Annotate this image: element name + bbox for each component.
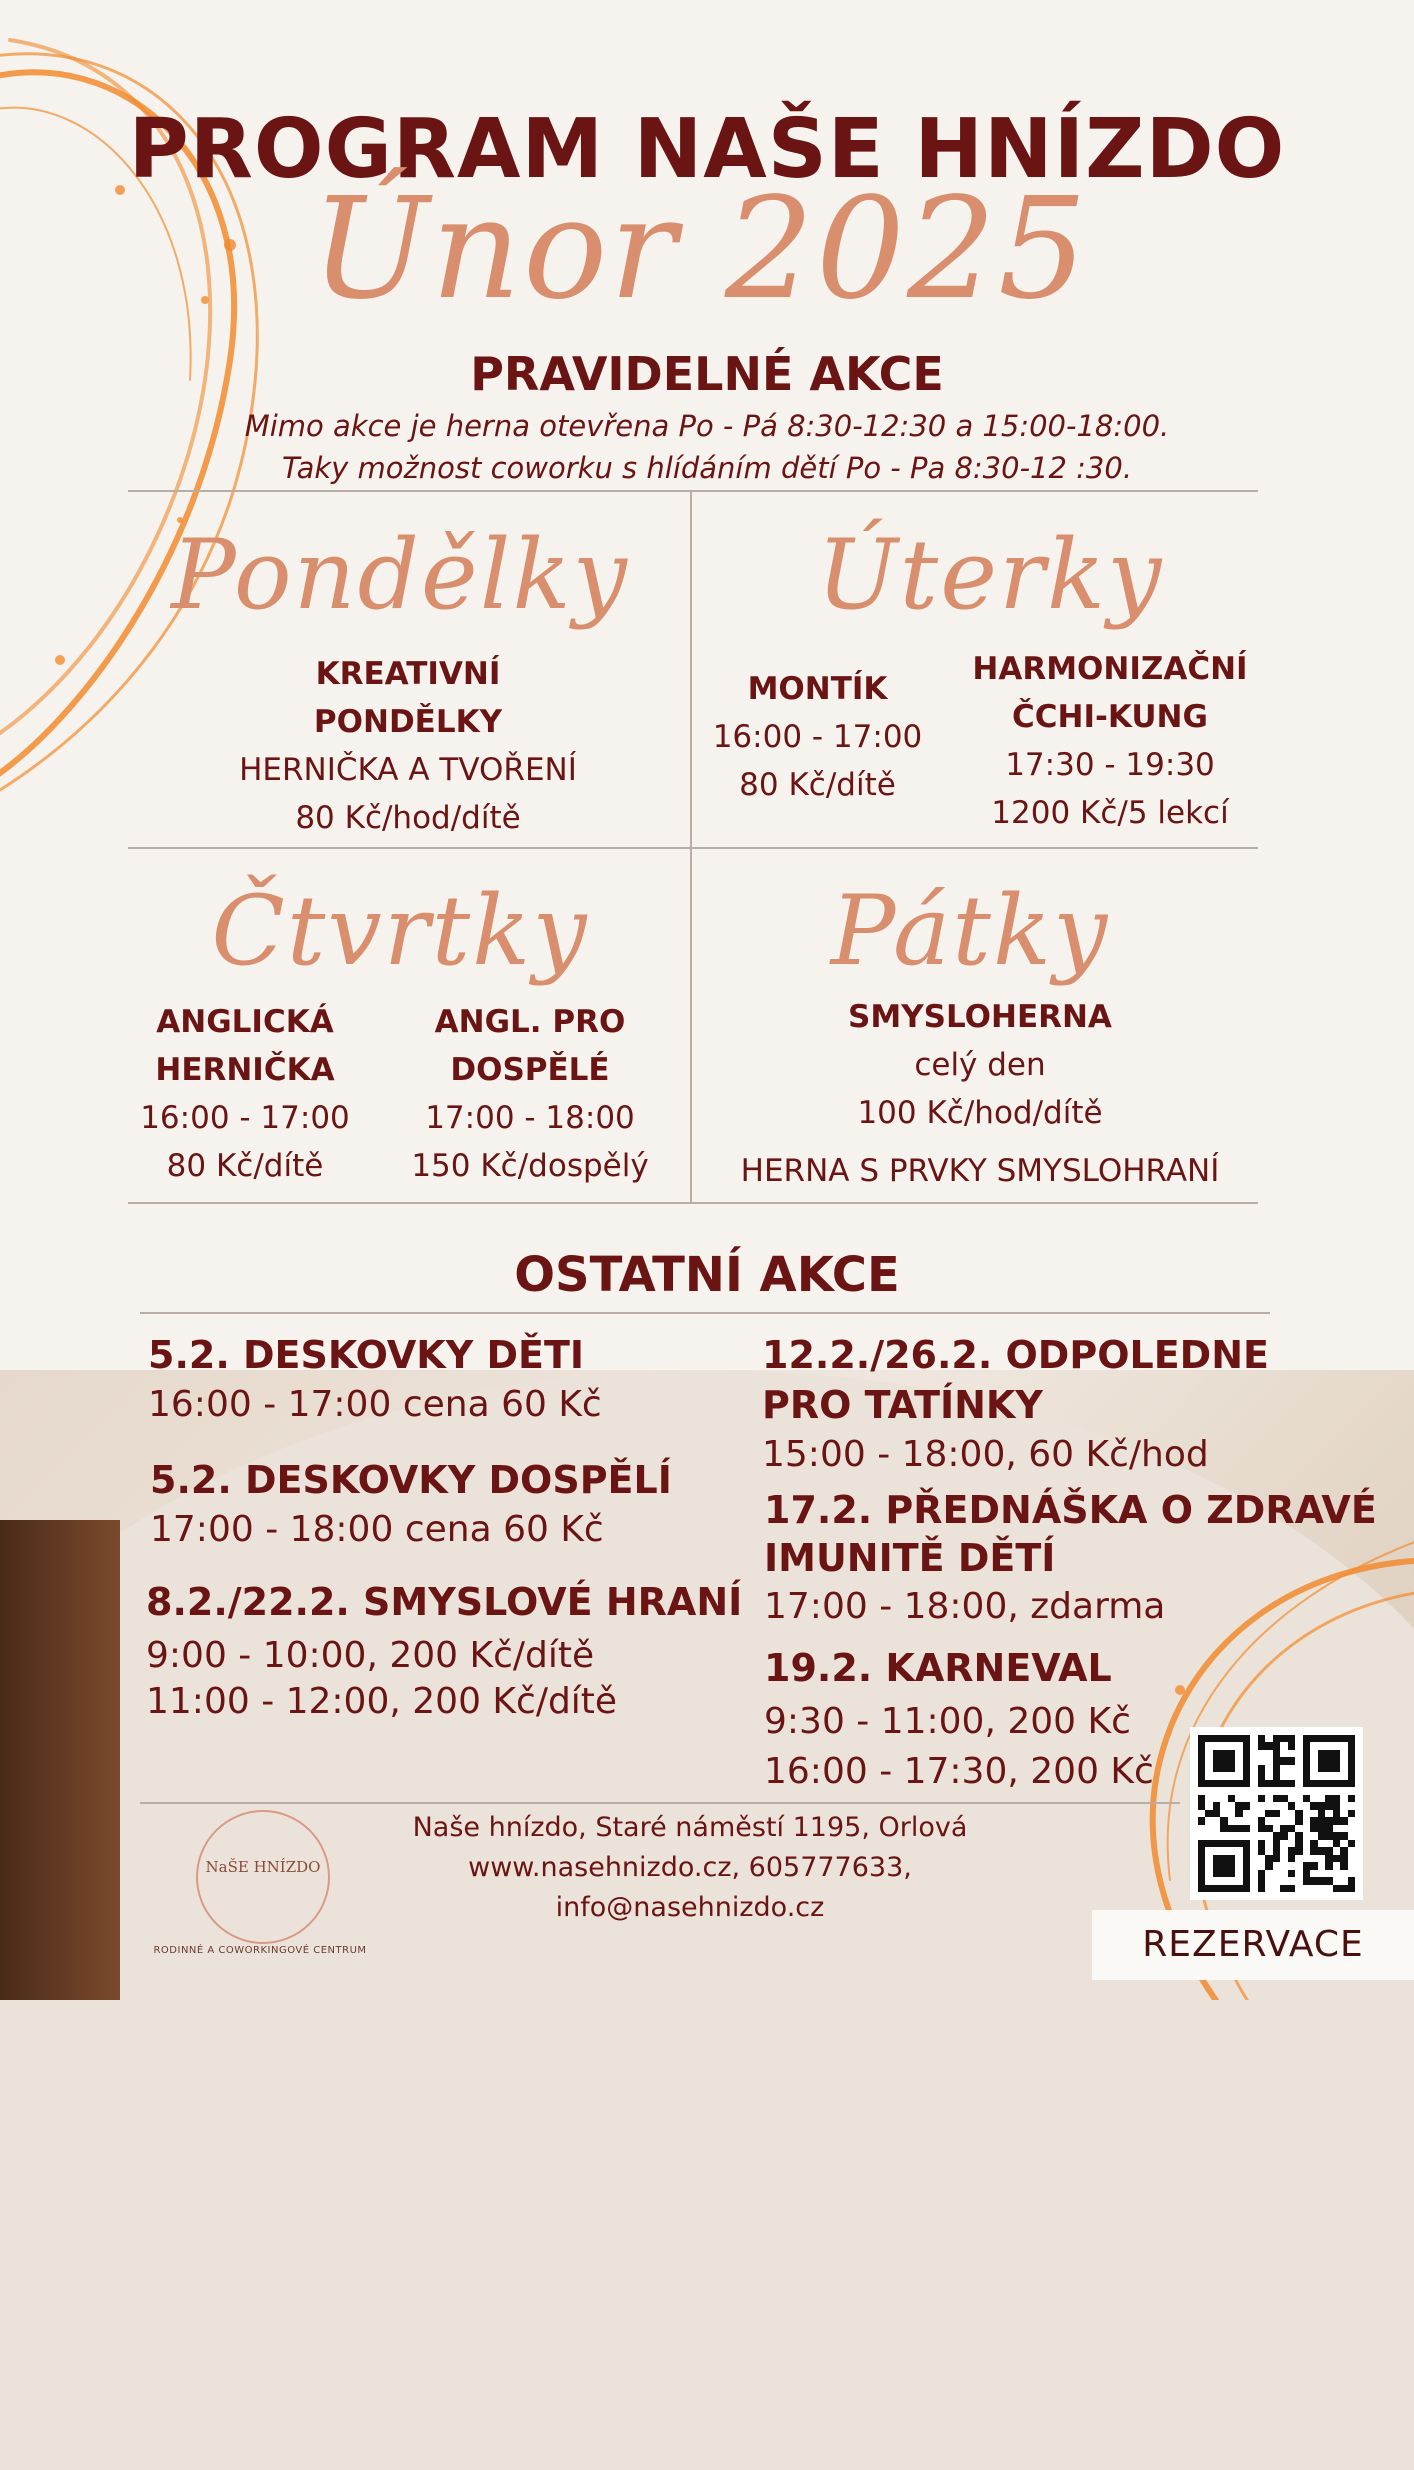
event-3-text-2: 11:00 - 12:00, 200 Kč/dítě	[146, 1681, 618, 1722]
friday-block	[700, 993, 1260, 1195]
divider-top	[128, 490, 1258, 492]
tuesday-a-time: 16:00 - 17:00	[712, 719, 923, 755]
thursday-a-title-2: HERNIČKA	[155, 1052, 335, 1088]
regular-events-heading: PRAVIDELNÉ AKCE	[470, 347, 944, 401]
monday-block	[128, 650, 688, 842]
day-name-tuesday: Úterky	[816, 519, 1164, 631]
monday-price: 80 Kč/hod/dítě	[295, 800, 521, 836]
address-text: Naše hnízdo, Staré náměstí 1195, Orlová	[412, 1812, 968, 1843]
divider-vertical	[690, 492, 692, 1202]
logo-text: NaŠE HNÍZDO	[205, 1858, 321, 1876]
event-5-title-1: 17.2. PŘEDNÁŠKA O ZDRAVÉ	[764, 1488, 1377, 1532]
friday-title: SMYSLOHERNA	[848, 999, 1112, 1035]
thursday-a-price: 80 Kč/dítě	[166, 1148, 324, 1184]
monday-line-1: HERNIČKA A TVOŘENÍ	[239, 752, 577, 788]
thursday-block-english-kids	[120, 998, 370, 1190]
event-4-title-1: 12.2./26.2. ODPOLEDNE	[762, 1333, 1269, 1377]
event-sensory-play	[146, 1577, 766, 1727]
event-6-text-2: 16:00 - 17:30, 200 Kč	[764, 1751, 1154, 1792]
thursday-b-price: 150 Kč/dospělý	[411, 1148, 649, 1184]
qr-code-pattern	[1198, 1735, 1355, 1892]
other-events-heading: OSTATNÍ AKCE	[514, 1247, 900, 1303]
divider-footer	[140, 1802, 1180, 1804]
event-board-games-kids	[148, 1330, 748, 1430]
monday-title-1: KREATIVNÍ	[315, 656, 501, 692]
event-5-text: 17:00 - 18:00, zdarma	[764, 1586, 1166, 1627]
friday-line-3: HERNA S PRVKY SMYSLOHRANÍ	[740, 1153, 1220, 1189]
day-name-thursday: Čtvrtky	[211, 875, 589, 987]
tuesday-block-montik	[700, 665, 935, 809]
divider-middle	[128, 847, 1258, 849]
event-5-title-2: IMUNITĚ DĚTÍ	[764, 1536, 1056, 1580]
day-name-monday: Pondělky	[171, 519, 629, 631]
friday-price: 100 Kč/hod/dítě	[857, 1095, 1103, 1131]
event-board-games-adults	[150, 1455, 750, 1555]
divider-other	[140, 1312, 1270, 1314]
day-name-friday: Pátky	[830, 875, 1110, 987]
event-1-text: 16:00 - 17:00 cena 60 Kč	[148, 1384, 602, 1425]
tuesday-b-title-2: ČCHI-KUNG	[1012, 699, 1208, 735]
event-immunity-lecture	[764, 1486, 1404, 1632]
friday-line-1: celý den	[914, 1047, 1046, 1083]
tuesday-a-price: 80 Kč/dítě	[739, 767, 896, 803]
opening-hours-note: Mimo akce je herna otevřena Po - Pá 8:30-12:30 a 15:00-18:00.	[244, 409, 1170, 443]
divider-bottom	[128, 1202, 1258, 1204]
logo-circle	[196, 1810, 330, 1944]
event-dads-afternoon	[762, 1330, 1402, 1480]
thursday-block-english-adults	[380, 998, 680, 1190]
thursday-b-title-2: DOSPĚLÉ	[450, 1052, 610, 1088]
thursday-a-time: 16:00 - 17:00	[140, 1100, 350, 1136]
email-link[interactable]: info@nasehnizdo.cz	[555, 1892, 825, 1923]
event-3-title: 8.2./22.2. SMYSLOVÉ HRANÍ	[146, 1580, 743, 1624]
tuesday-b-title-1: HARMONIZAČNÍ	[972, 651, 1248, 687]
event-4-text: 15:00 - 18:00, 60 Kč/hod	[762, 1434, 1209, 1475]
monday-title-2: PONDĚLKY	[313, 704, 503, 740]
website-phone-link[interactable]: www.nasehnizdo.cz, 605777633,	[468, 1852, 912, 1883]
thursday-b-title-1: ANGL. PRO	[434, 1004, 626, 1040]
tuesday-a-title: MONTÍK	[747, 671, 888, 707]
event-2-title: 5.2. DESKOVKY DOSPĚLÍ	[150, 1458, 672, 1502]
event-1-title: 5.2. DESKOVKY DĚTI	[148, 1333, 585, 1377]
tuesday-b-time: 17:30 - 19:30	[1005, 747, 1215, 783]
month-title: Únor 2025	[310, 168, 1090, 331]
thursday-a-title-1: ANGLICKÁ	[156, 1004, 334, 1040]
thursday-b-time: 17:00 - 18:00	[425, 1100, 635, 1136]
event-6-title: 19.2. KARNEVAL	[764, 1646, 1112, 1690]
qr-code[interactable]	[1190, 1727, 1363, 1900]
page-title: PROGRAM NAŠE HNÍZDO	[128, 102, 1286, 197]
reservation-button[interactable]: REZERVACE	[1092, 1910, 1414, 1980]
event-3-text-1: 9:00 - 10:00, 200 Kč/dítě	[146, 1635, 595, 1676]
tuesday-b-price: 1200 Kč/5 lekcí	[991, 795, 1229, 831]
event-4-title-2: PRO TATÍNKY	[762, 1383, 1043, 1427]
coworking-note: Taky možnost coworku s hlídáním dětí Po - Pa 8:30-12 :30.	[281, 451, 1133, 485]
event-2-text: 17:00 - 18:00 cena 60 Kč	[150, 1509, 604, 1550]
tuesday-block-qigong	[950, 645, 1270, 837]
event-carnival	[764, 1643, 1184, 1797]
event-6-text-1: 9:30 - 11:00, 200 Kč	[764, 1701, 1131, 1742]
contact-block	[400, 1808, 980, 1928]
logo-subtitle: RODINNÉ A COWORKINGOVÉ CENTRUM	[153, 1945, 367, 1956]
